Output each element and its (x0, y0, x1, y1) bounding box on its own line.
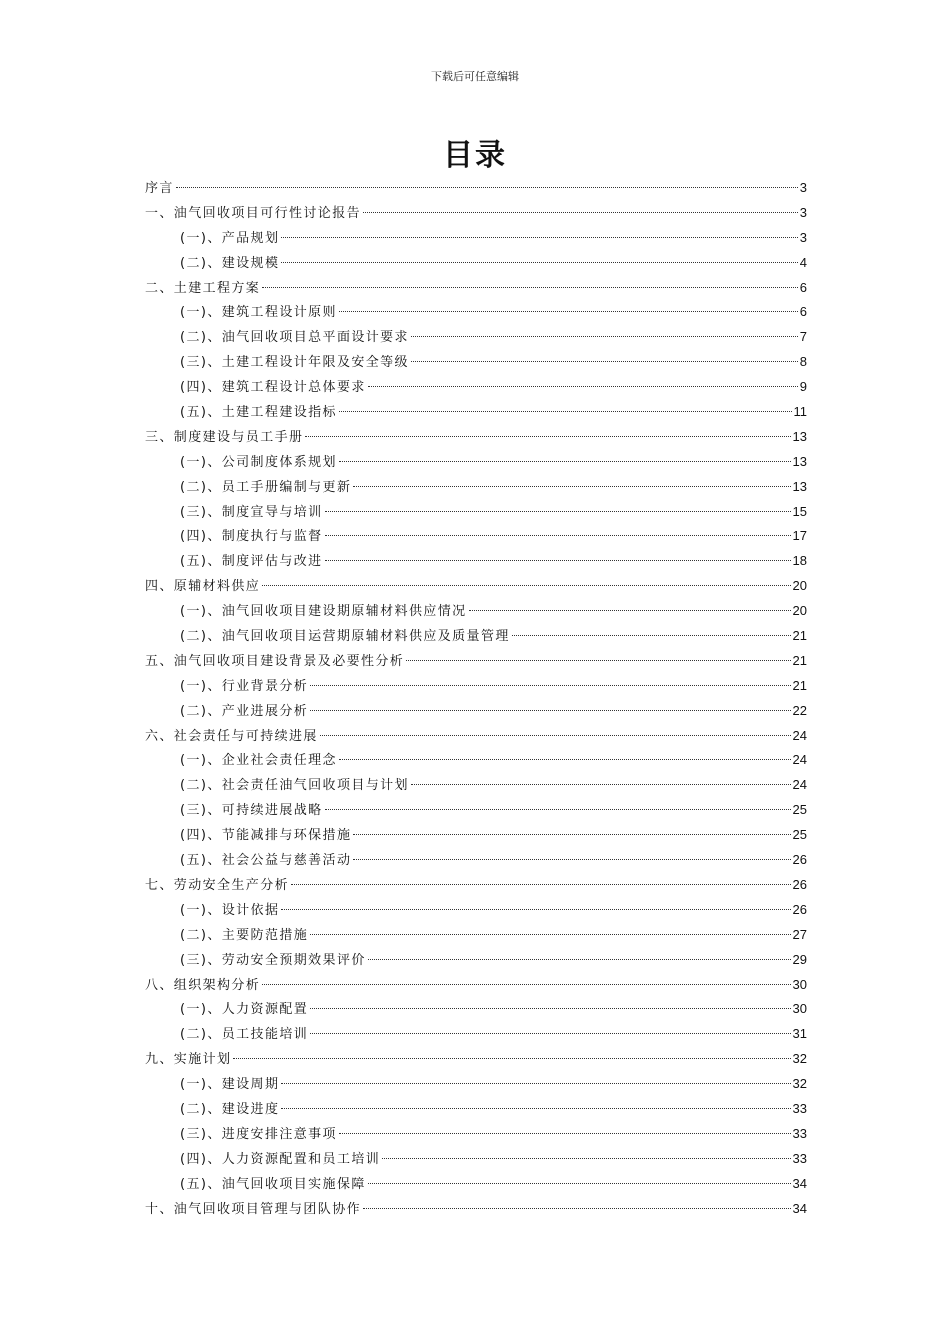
toc-entry-label: (五)、油气回收项目实施保障 (180, 1176, 366, 1192)
toc-entry-page-number: 15 (792, 503, 807, 519)
toc-entry[interactable] (145, 997, 807, 1022)
toc-entry-page-number: 7 (799, 329, 807, 345)
toc-entry-label: (一)、设计依据 (180, 902, 280, 918)
toc-entry-label: (五)、社会公益与慈善活动 (180, 853, 352, 869)
dot-leader (368, 386, 798, 387)
dot-leader (382, 1158, 790, 1159)
dot-leader (339, 759, 791, 760)
toc-entry-label: 一、油气回收项目可行性讨论报告 (145, 205, 362, 221)
toc-entry-page-number: 24 (792, 777, 807, 793)
dot-leader (281, 262, 797, 263)
dot-leader (281, 1083, 790, 1084)
toc-entry-label: (一)、产品规划 (180, 230, 280, 246)
dot-leader (339, 461, 791, 462)
dot-leader (368, 1183, 791, 1184)
toc-entry[interactable] (145, 549, 807, 574)
toc-entry[interactable] (145, 724, 807, 749)
toc-entry-page-number: 6 (799, 279, 807, 295)
toc-entry-page-number: 25 (792, 802, 807, 818)
dot-leader (325, 535, 791, 536)
toc-entry-label: (三)、劳动安全预期效果评价 (180, 952, 366, 968)
dot-leader (176, 187, 798, 188)
toc-entry-label: (五)、土建工程建设指标 (180, 405, 337, 421)
toc-entry[interactable] (145, 973, 807, 998)
toc-entry-page-number: 9 (799, 379, 807, 395)
dot-leader (363, 212, 798, 213)
toc-entry-label: 九、实施计划 (145, 1052, 232, 1068)
toc-entry[interactable] (145, 574, 807, 599)
toc-entry-label: (一)、行业背景分析 (180, 678, 309, 694)
dot-leader (363, 1208, 791, 1209)
toc-entry-label: (二)、社会责任油气回收项目与计划 (180, 778, 409, 794)
dot-leader (325, 511, 791, 512)
toc-entry-label: (四)、人力资源配置和员工培训 (180, 1151, 381, 1167)
toc-entry-page-number: 20 (792, 578, 807, 594)
toc-entry-label: (二)、产业进展分析 (180, 703, 309, 719)
toc-entry[interactable] (145, 948, 807, 973)
toc-entry[interactable] (145, 624, 807, 649)
toc-entry-page-number: 27 (792, 926, 807, 942)
toc-entry-label: 八、组织架构分析 (145, 977, 261, 993)
toc-entry[interactable] (145, 475, 807, 500)
toc-entry[interactable] (145, 923, 807, 948)
dot-leader (233, 1058, 790, 1059)
toc-entry-label: (一)、企业社会责任理念 (180, 753, 337, 769)
toc-entry-label: 六、社会责任与可持续进展 (145, 728, 318, 744)
toc-entry[interactable] (145, 375, 807, 400)
toc-entry-page-number: 18 (792, 553, 807, 569)
toc-entry-label: (二)、员工手册编制与更新 (180, 479, 352, 495)
toc-entry[interactable] (145, 524, 807, 549)
toc-entry-page-number: 22 (792, 702, 807, 718)
toc-entry-page-number: 34 (792, 1200, 807, 1216)
toc-entry-label: (一)、油气回收项目建设期原辅材料供应情况 (180, 604, 467, 620)
toc-entry-label: (三)、制度宣导与培训 (180, 504, 323, 520)
toc-entry-page-number: 33 (792, 1100, 807, 1116)
toc-entry[interactable] (145, 748, 807, 773)
dot-leader (353, 486, 790, 487)
toc-entry-label: (四)、节能减排与环保措施 (180, 828, 352, 844)
toc-entry-page-number: 17 (792, 528, 807, 544)
toc-entry[interactable] (145, 1072, 807, 1097)
page-title: 目录 (443, 138, 507, 173)
toc-entry-label: 序言 (145, 181, 174, 196)
toc-entry-page-number: 6 (799, 304, 807, 320)
toc-entry-page-number: 30 (792, 976, 807, 992)
toc-entry-label: 三、制度建设与员工手册 (145, 429, 304, 445)
toc-entry-page-number: 4 (799, 254, 807, 270)
toc-entry[interactable] (145, 201, 807, 226)
toc-entry-label: (三)、进度安排注意事项 (180, 1126, 337, 1142)
toc-entry[interactable] (145, 1172, 807, 1197)
toc-entry[interactable] (145, 251, 807, 276)
dot-leader (512, 635, 791, 636)
toc-entry-page-number: 25 (792, 827, 807, 843)
toc-entry-page-number: 21 (792, 628, 807, 644)
toc-entry-page-number: 3 (799, 204, 807, 220)
toc-entry-label: (四)、制度执行与监督 (180, 529, 323, 545)
dot-leader (310, 710, 790, 711)
toc-entry-page-number: 24 (792, 752, 807, 768)
toc-entry-page-number: 26 (792, 901, 807, 917)
dot-leader (310, 1033, 790, 1034)
toc-entry[interactable] (145, 500, 807, 525)
toc-entry-page-number: 26 (792, 876, 807, 892)
dot-leader (353, 859, 790, 860)
toc-entry-page-number: 24 (792, 727, 807, 743)
dot-leader (262, 585, 790, 586)
dot-leader (368, 959, 791, 960)
dot-leader (310, 685, 790, 686)
header-note: 下载后可任意编辑 (431, 70, 519, 83)
toc-entry-label: 四、原辅材料供应 (145, 579, 261, 595)
toc-entry-page-number: 32 (792, 1051, 807, 1067)
toc-entry-page-number: 31 (792, 1026, 807, 1042)
toc-entry-label: (二)、主要防范措施 (180, 927, 309, 943)
dot-leader (281, 237, 797, 238)
toc-entry-page-number: 32 (792, 1076, 807, 1092)
toc-entry-page-number: 33 (792, 1150, 807, 1166)
toc-entry[interactable] (145, 226, 807, 251)
toc-entry-page-number: 34 (792, 1175, 807, 1191)
toc-entry[interactable] (145, 325, 807, 350)
dot-leader (339, 311, 798, 312)
toc-entry-label: (二)、油气回收项目运营期原辅材料供应及质量管理 (180, 629, 510, 645)
toc-entry[interactable] (145, 599, 807, 624)
toc-entry-label: (一)、人力资源配置 (180, 1002, 309, 1018)
toc-entry-page-number: 11 (793, 404, 807, 420)
toc-entry-label: (五)、制度评估与改进 (180, 554, 323, 570)
dot-leader (411, 336, 798, 337)
toc-entry[interactable] (145, 425, 807, 450)
toc-entry[interactable] (145, 674, 807, 699)
toc-entry-label: 七、劳动安全生产分析 (145, 877, 290, 893)
toc-entry[interactable] (145, 1197, 807, 1222)
toc-entry-label: (二)、建设进度 (180, 1101, 280, 1117)
toc-entry[interactable] (145, 848, 807, 873)
toc-entry-page-number: 13 (792, 453, 807, 469)
dot-leader (469, 610, 791, 611)
toc-entry-label: 二、土建工程方案 (145, 280, 261, 296)
dot-leader (310, 934, 790, 935)
toc-entry[interactable] (145, 773, 807, 798)
dot-leader (281, 1108, 790, 1109)
dot-leader (339, 411, 792, 412)
toc-entry[interactable] (145, 798, 807, 823)
toc-entry-label: (二)、油气回收项目总平面设计要求 (180, 330, 409, 346)
toc-entry-page-number: 13 (792, 428, 807, 444)
toc-entry-page-number: 3 (799, 229, 807, 245)
toc-entry[interactable] (145, 1122, 807, 1147)
dot-leader (411, 361, 798, 362)
toc-entry[interactable] (145, 350, 807, 375)
toc-entry-label: (二)、员工技能培训 (180, 1027, 309, 1043)
dot-leader (411, 784, 791, 785)
toc-entry[interactable] (145, 276, 807, 301)
toc-entry-label: (三)、可持续进展战略 (180, 803, 323, 819)
toc-entry[interactable] (145, 649, 807, 674)
toc-entry[interactable] (145, 1097, 807, 1122)
toc-entry-page-number: 33 (792, 1125, 807, 1141)
toc-entry[interactable] (145, 1022, 807, 1047)
toc-entry-page-number: 30 (792, 1001, 807, 1017)
toc-entry-label: (一)、公司制度体系规划 (180, 454, 337, 470)
toc-entry-label: (一)、建设周期 (180, 1077, 280, 1093)
toc-entry-label: (一)、建筑工程设计原则 (180, 305, 337, 321)
toc-entry-label: (四)、建筑工程设计总体要求 (180, 380, 366, 396)
toc-entry[interactable] (145, 300, 807, 325)
dot-leader (339, 1133, 791, 1134)
dot-leader (262, 984, 790, 985)
toc-entry-page-number: 21 (792, 652, 807, 668)
dot-leader (262, 287, 798, 288)
dot-leader (406, 660, 790, 661)
toc-entry-label: 五、油气回收项目建设背景及必要性分析 (145, 653, 405, 669)
dot-leader (291, 884, 791, 885)
toc-entry-page-number: 29 (792, 951, 807, 967)
toc-entry[interactable] (145, 450, 807, 475)
toc-entry[interactable] (145, 176, 807, 201)
toc-entry[interactable] (145, 873, 807, 898)
toc-entry-label: (三)、土建工程设计年限及安全等级 (180, 355, 409, 371)
toc-entry-page-number: 3 (799, 180, 807, 195)
toc-entry[interactable] (145, 1047, 807, 1072)
toc-entry[interactable] (145, 400, 807, 425)
toc-entry[interactable] (145, 699, 807, 724)
toc-entry-page-number: 8 (799, 354, 807, 370)
dot-leader (320, 735, 791, 736)
dot-leader (325, 560, 791, 561)
toc-entry-page-number: 20 (792, 603, 807, 619)
dot-leader (325, 809, 791, 810)
toc-entry[interactable] (145, 1147, 807, 1172)
dot-leader (281, 909, 790, 910)
toc-entry-label: 十、油气回收项目管理与团队协作 (145, 1201, 362, 1217)
dot-leader (305, 436, 790, 437)
toc-entry-label: (二)、建设规模 (180, 255, 280, 271)
table-of-contents (145, 176, 807, 1221)
dot-leader (310, 1008, 790, 1009)
toc-entry-page-number: 21 (792, 677, 807, 693)
toc-entry-page-number: 13 (792, 478, 807, 494)
toc-entry-page-number: 26 (792, 852, 807, 868)
toc-entry[interactable] (145, 898, 807, 923)
toc-entry[interactable] (145, 823, 807, 848)
dot-leader (353, 834, 790, 835)
